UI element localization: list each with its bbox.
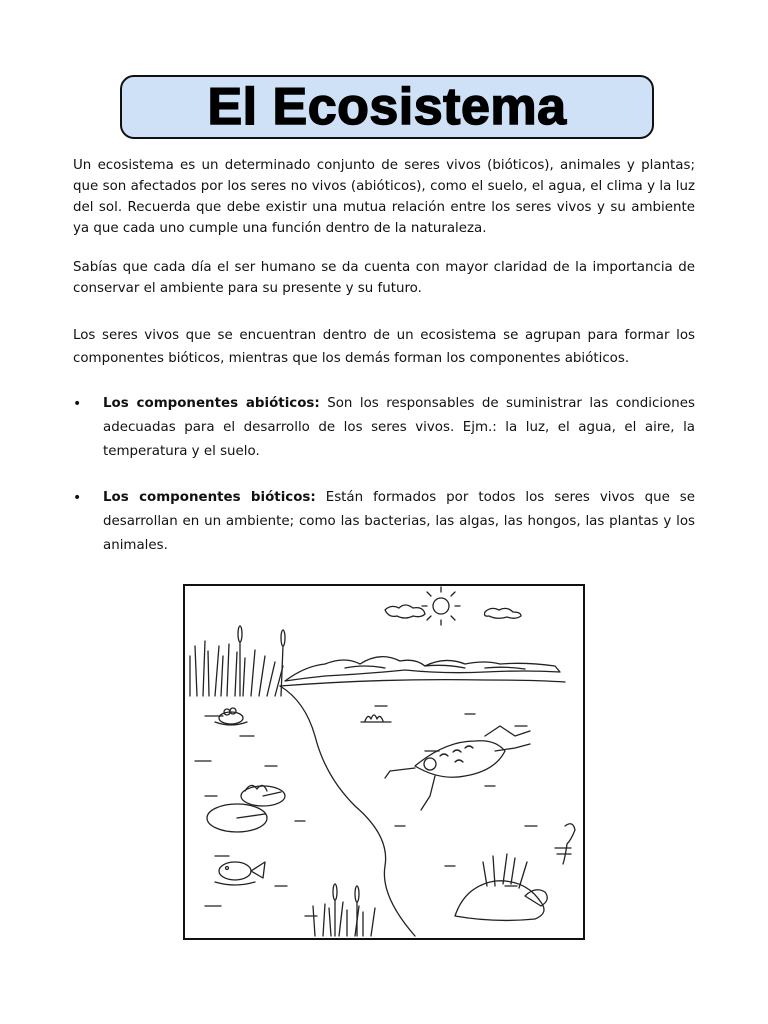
bullet-symbol: •	[73, 490, 82, 506]
fish	[215, 862, 265, 885]
paragraph-components: Los seres vivos que se encuentran dentro de un ecosistema se agrupan para formar los componentes bióticos, mientras que los demás forman los componentes abióticos.	[73, 328, 695, 366]
cloud-right	[485, 608, 522, 618]
ecosystem-illustration	[183, 584, 585, 940]
reeds-bottom	[313, 884, 375, 936]
pond-bank	[280, 686, 415, 936]
frog-large	[385, 726, 530, 810]
bullet-term: Los componentes bióticos:	[103, 490, 316, 505]
cloud-left	[385, 605, 425, 618]
lily-pads	[207, 785, 285, 832]
bullet-text: Son los responsables de suministrar las condiciones adecuadas para el desarrollo de los seres vivos. Ejm.: la luz, el agua, el aire, la temperatura y el suelo.	[103, 396, 695, 459]
bullet-term: Los componentes abióticos:	[103, 396, 320, 411]
rock	[455, 854, 547, 920]
page-title: El Ecosistema	[207, 78, 567, 136]
title-banner	[120, 75, 654, 139]
bullet-symbol: •	[73, 396, 82, 412]
frog-small	[215, 708, 247, 725]
sun-icon	[422, 587, 460, 625]
paragraph-intro: Un ecosistema es un determinado conjunto de seres vivos (bióticos), animales y plantas; que son afectados por los seres no vivos (abióticos), como el suelo, el agua, el clima y la luz del sol. Recuerda que debe existir una mutua relación entre los seres vivos y su ambiente ya que cada uno cumple una función dentro de la naturaleza.	[73, 158, 695, 236]
paragraph-importance: Sabías que cada día el ser humano se da cuenta con mayor claridad de la importancia de conservar el ambiente para su presente y su futuro.	[73, 260, 695, 296]
list-item-abioticos	[73, 392, 695, 464]
bullet-text: Están formados por todos los seres vivos que se desarrollan en un ambiente; como las bacterias, las algas, las hongos, las plantas y los animales.	[103, 490, 695, 553]
reeds-left	[190, 626, 285, 696]
list-item-bioticos	[73, 486, 695, 558]
